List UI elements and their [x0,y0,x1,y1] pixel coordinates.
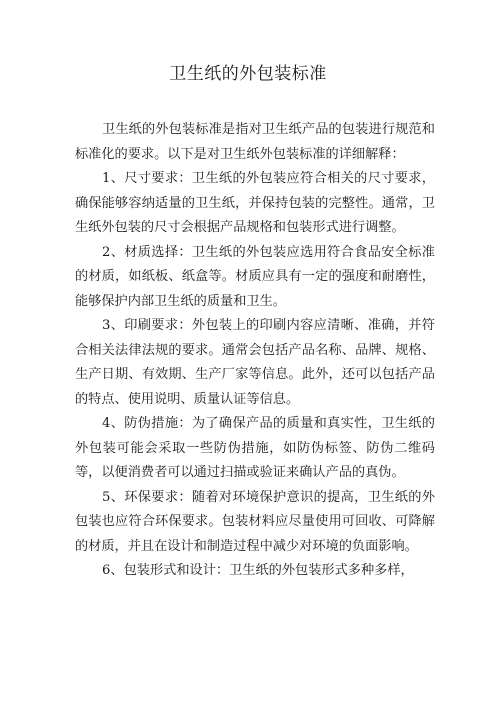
paragraph-environmental-requirements: 5、环保要求：随着对环境保护意识的提高，卫生纸的外包装也应符合环保要求。包装材料应尽量使用可回收、可降解的材质，并且在设计和制造过程中减少对环境的负面影响。 [75,489,435,554]
paragraph-material-selection: 2、材质选择：卫生纸的外包装应选用符合食品安全标准的材质，如纸板、纸盒等。材质应具有一定的强度和耐磨性，能够保护内部卫生纸的质量和卫生。 [75,244,435,309]
paragraph-anti-counterfeiting: 4、防伪措施：为了确保产品的质量和真实性，卫生纸的外包装可能会采取一些防伪措施，如防伪标签、防伪二维码等，以便消费者可以通过扫描或验证来确认产品的真伪。 [75,416,435,480]
paragraph-packaging-form-design: 6、包装形式和设计：卫生纸的外包装形式多种多样， [102,563,414,578]
intro-paragraph: 卫生纸的外包装标准是指对卫生纸产品的包装进行规范和标准化的要求。以下是对卫生纸外包装标准的详细解释： [75,122,435,162]
document-title: 卫生纸的外包装标准 [169,64,327,84]
paragraph-size-requirements: 1、尺寸要求：卫生纸的外包装应符合相关的尺寸要求，确保能够容纳适量的卫生纸，并保持包装的完整性。通常，卫生纸外包装的尺寸会根据产品规格和包装形式进行调整。 [75,171,435,235]
document-body [75,118,435,584]
paragraph-printing-requirements: 3、印刷要求：外包装上的印刷内容应清晰、准确，并符合相关法律法规的要求。通常会包括产品名称、品牌、规格、生产日期、有效期、生产厂家等信息。此外，还可以包括产品的特点、使用说明、质量认证等信息。 [75,318,435,407]
